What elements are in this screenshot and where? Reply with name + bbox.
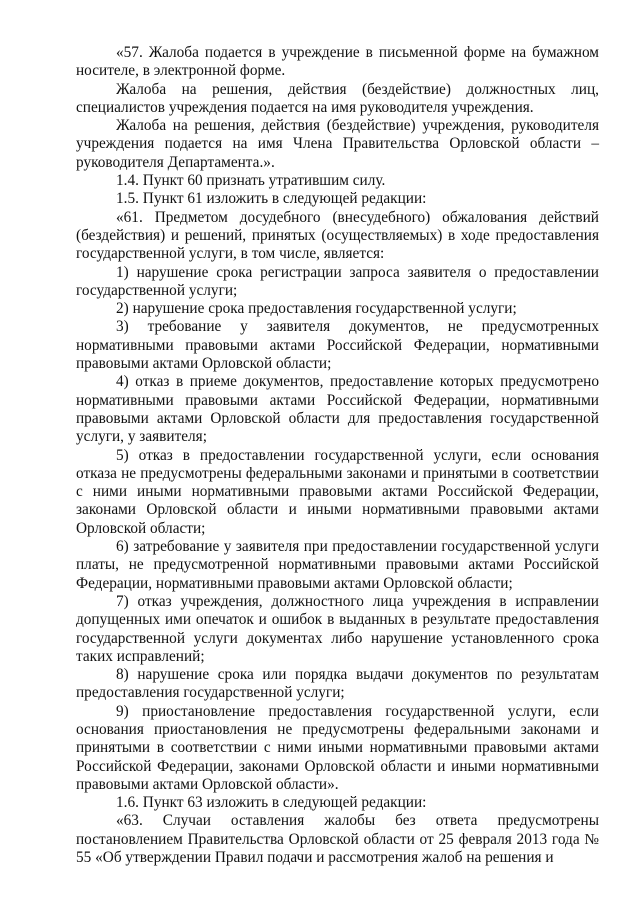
list-item-6: 6) затребование у заявителя при предоставлении государственной услуги платы, не предусмотренной нормативными правовыми актами Российской Федерации, нормативными правовыми актами Орловской области; bbox=[76, 538, 599, 592]
paragraph-57: «57. Жалоба подается в учреждение в письменной форме на бумажном носителе, в электронной форме. bbox=[76, 44, 599, 80]
list-item-7: 7) отказ учреждения, должностного лица учреждения в исправлении допущенных ими опечаток и ошибок в выданных в результате предоставления государственной услуги документах либо нарушение установленного срока таких исправлений; bbox=[76, 592, 599, 665]
paragraph-complaint-institution: Жалоба на решения, действия (бездействие) учреждения, руководителя учреждения подается на имя Члена Правительства Орловской области – руководителя Департамента.». bbox=[76, 117, 599, 171]
list-item-3: 3) требование у заявителя документов, не предусмотренных нормативными правовыми актами Российской Федерации, нормативными правовыми актами Орловской области; bbox=[76, 318, 599, 373]
list-item-8: 8) нарушение срока или порядка выдачи документов по результатам предоставления государственной услуги; bbox=[76, 666, 599, 702]
paragraph-1-4: 1.4. Пункт 60 признать утратившим силу. bbox=[116, 172, 386, 190]
list-item-9: 9) приостановление предоставления государственной услуги, если основания приостановления не предусмотрены федеральными законами и принятыми в соответствии с ними иными нормативными правовыми актами Российской Федерации, законами Орловской области и иными нормативными правовыми актами Орловской области». bbox=[76, 702, 599, 793]
list-item-4: 4) отказ в приеме документов, предоставление которых предусмотрено нормативными правовыми актами Российской Федерации, нормативными правовыми актами Орловской области для предоставления государственной услуги, у заявителя; bbox=[76, 373, 599, 446]
paragraph-complaint-officials: Жалоба на решения, действия (бездействие) должностных лиц, специалистов учреждения подается на имя руководителя учреждения. bbox=[76, 80, 599, 116]
paragraph-1-6: 1.6. Пункт 63 изложить в следующей редакции: bbox=[116, 794, 427, 812]
document-body bbox=[76, 44, 599, 867]
paragraph-63: «63. Случаи оставления жалобы без ответа предусмотрены постановлением Правительства Орловской области от 25 февраля 2013 года № 55 «Об утверждении Правил подачи и рассмотрения жалоб на решения и bbox=[76, 812, 599, 867]
list-item-1: 1) нарушение срока регистрации запроса заявителя о предоставлении государственной услуги; bbox=[76, 263, 599, 299]
paragraph-1-5: 1.5. Пункт 61 изложить в следующей редакции: bbox=[116, 190, 427, 208]
paragraph-61: «61. Предметом досудебного (внесудебного) обжалования действий (бездействия) и решений, принятых (осуществляемых) в ходе предоставления государственной услуги, в том числе, является: bbox=[76, 208, 599, 263]
list-item-2: 2) нарушение срока предоставления государственной услуги; bbox=[116, 300, 517, 318]
list-item-5: 5) отказ в предоставлении государственной услуги, если основания отказа не предусмотрены федеральными законами и принятыми в соответствии с ними иными нормативными правовыми актами Российской Федерации, законами Орловской области и иными нормативными правовыми актами Орловской области; bbox=[76, 446, 599, 537]
